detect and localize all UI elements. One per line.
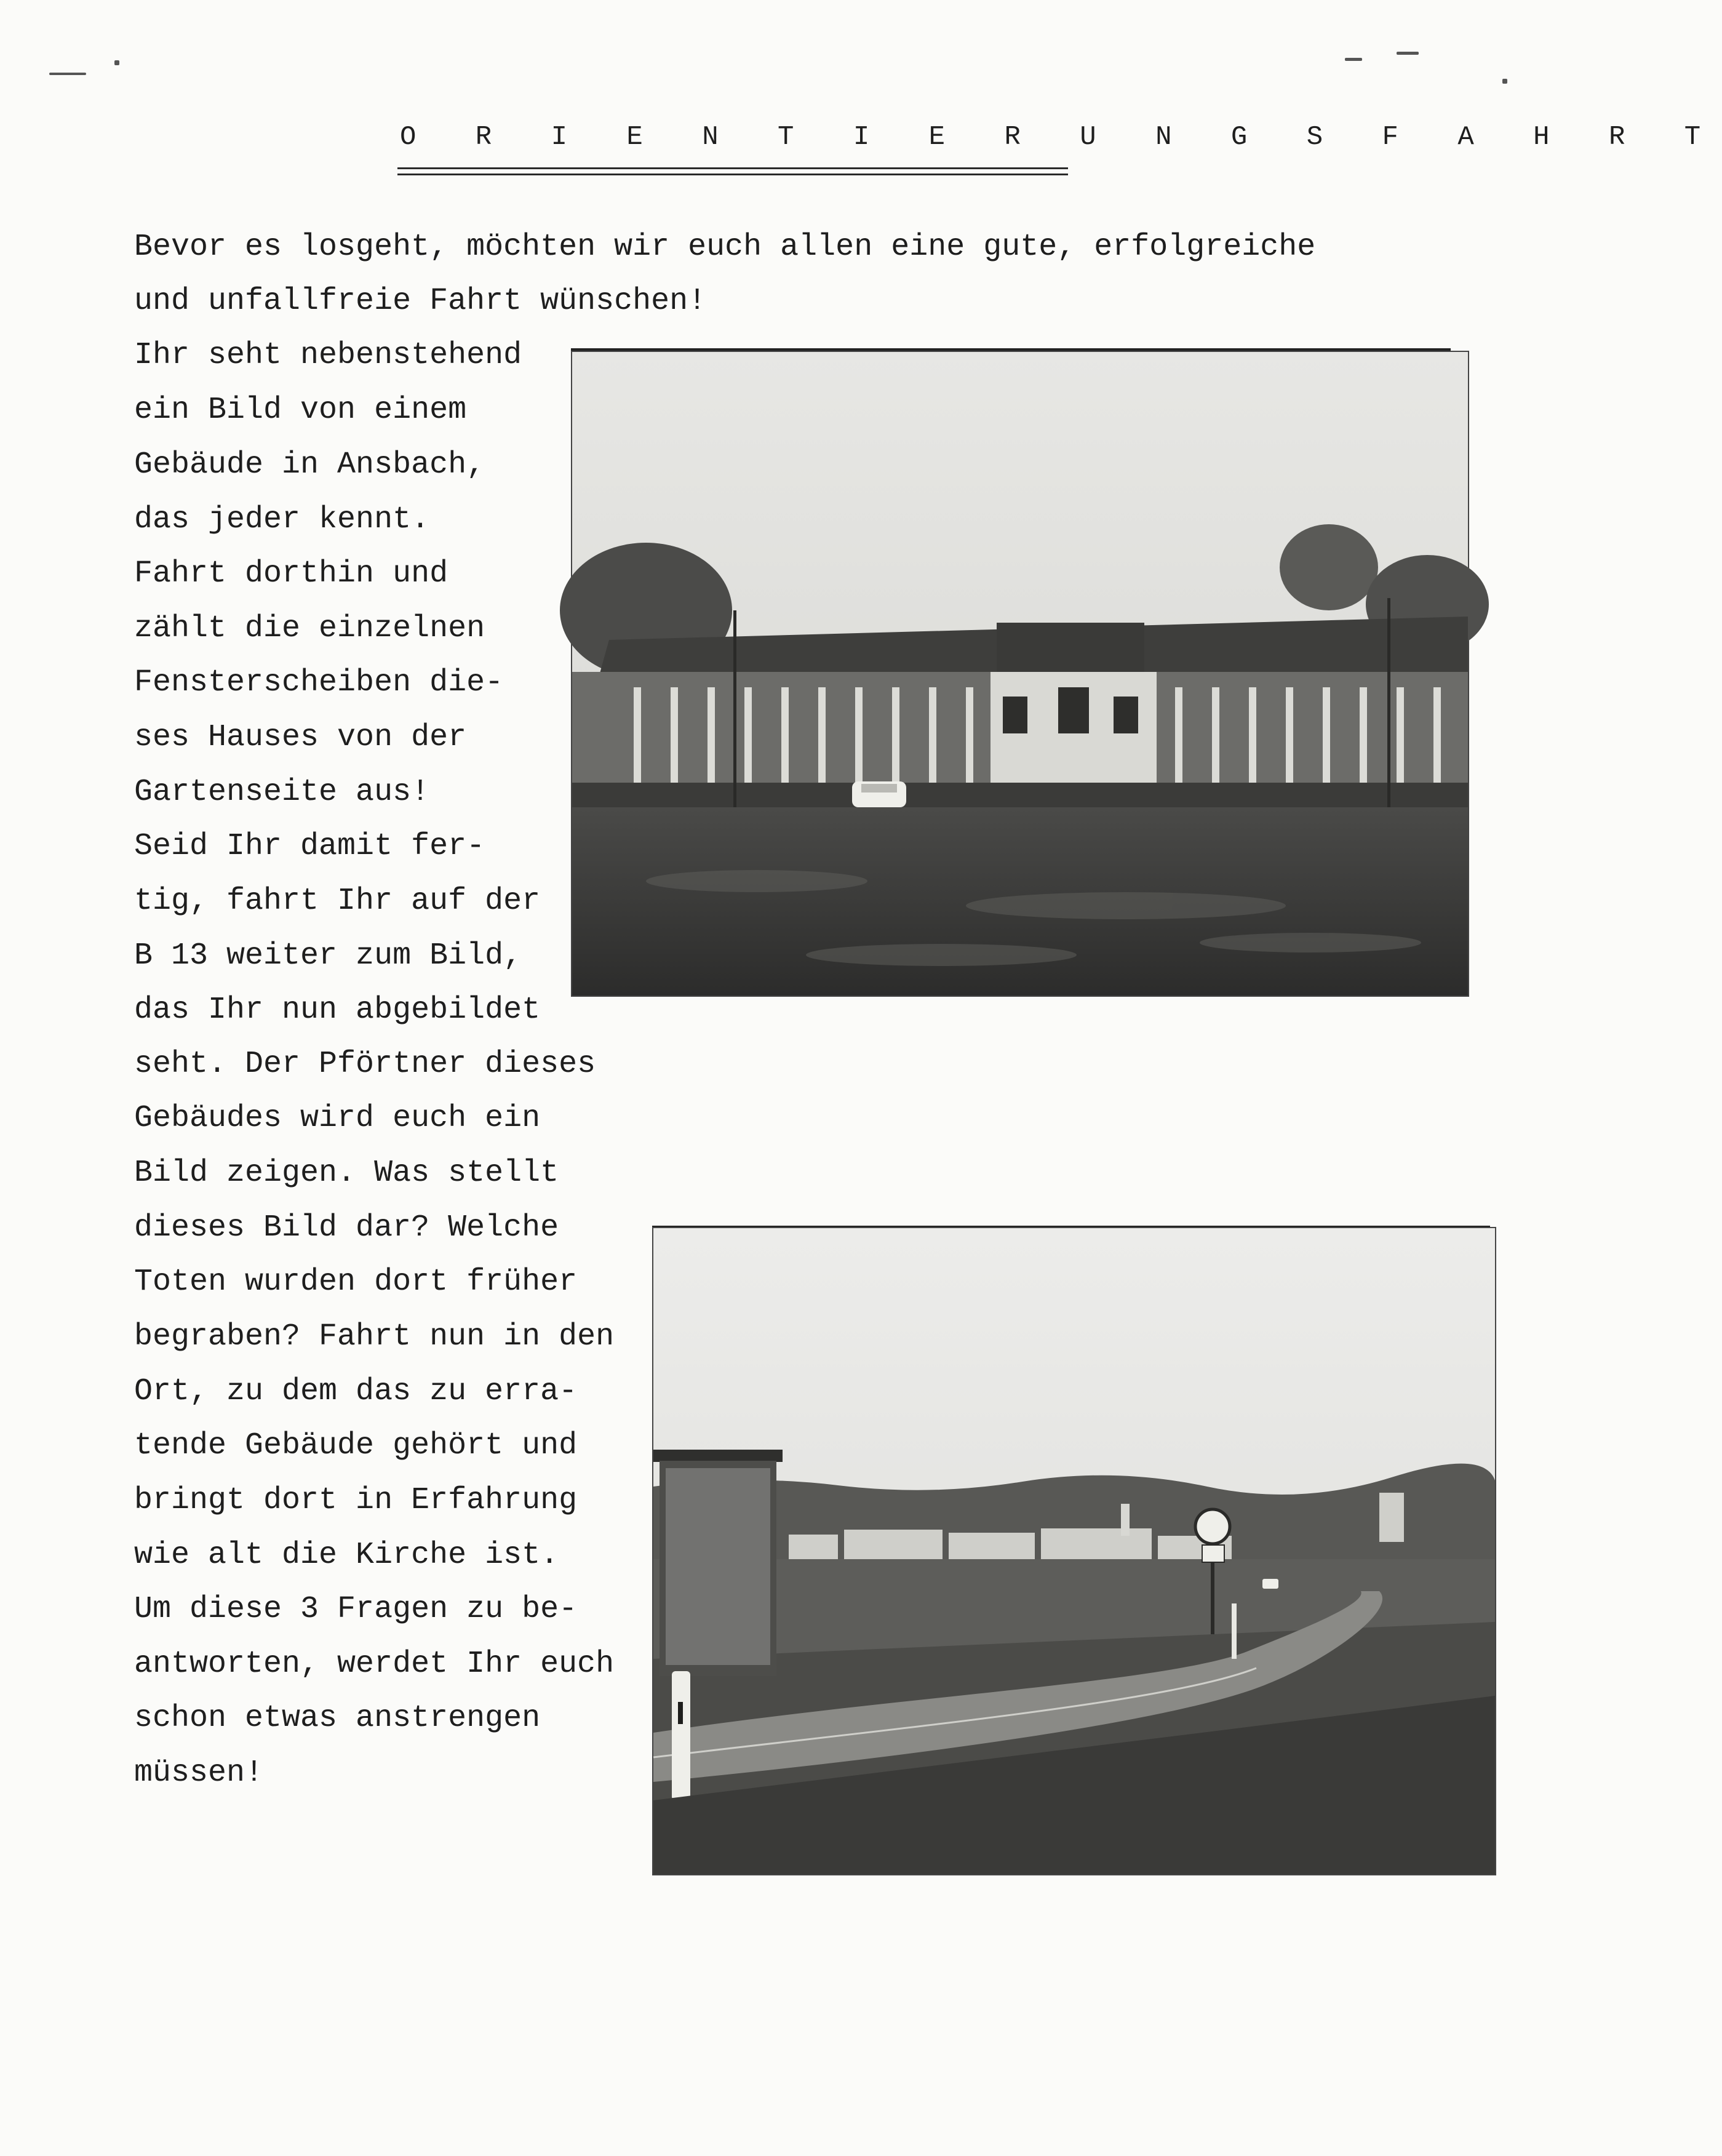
text-line: Toten wurden dort früher — [134, 1264, 578, 1300]
text-line: ein Bild von einem — [134, 393, 467, 428]
text-line: Um diese 3 Fragen zu be- — [134, 1592, 578, 1627]
text-line: tig, fahrt Ihr auf der — [134, 884, 541, 919]
text-line: ses Hauses von der — [134, 720, 467, 755]
building-photo-illustration — [572, 352, 1468, 996]
text-line: Seid Ihr damit fer- — [134, 829, 485, 864]
text-line: Fahrt dorthin und — [134, 556, 448, 591]
text-line: wie alt die Kirche ist. — [134, 1538, 559, 1573]
page-title: O R I E N T I E R U N G S F A H R T — [400, 122, 1722, 153]
text-line: Ort, zu dem das zu erra- — [134, 1374, 578, 1409]
photo-ansbach-building — [572, 352, 1468, 996]
text-line: tende Gebäude gehört und — [134, 1428, 578, 1463]
text-line: antworten, werdet Ihr euch — [134, 1647, 615, 1682]
text-line: und unfallfreie Fahrt wünschen! — [134, 284, 707, 319]
text-line: zählt die einzelnen — [134, 611, 485, 646]
text-line: Gartenseite aus! — [134, 775, 430, 810]
photo-top-edge — [571, 348, 1451, 351]
text-line: Bevor es losgeht, möchten wir euch allen eine gute, erfolgreiche — [134, 230, 1316, 265]
text-line: seht. Der Pförtner dieses — [134, 1047, 596, 1082]
scan-mark — [1502, 79, 1507, 84]
scan-mark — [49, 73, 86, 75]
text-line: schon etwas anstrengen — [134, 1701, 541, 1736]
text-line: B 13 weiter zum Bild, — [134, 938, 522, 973]
scan-mark — [114, 60, 119, 65]
text-line: müssen! — [134, 1755, 264, 1791]
text-line: das jeder kennt. — [134, 502, 430, 537]
text-line: Gebäudes wird euch ein — [134, 1101, 541, 1136]
road-photo-illustration — [653, 1228, 1495, 1874]
text-line: begraben? Fahrt nun in den — [134, 1319, 615, 1354]
photo-road-to-town — [653, 1228, 1495, 1874]
title-underline — [397, 167, 1068, 175]
text-line: Bild zeigen. Was stellt — [134, 1156, 559, 1191]
text-line: Gebäude in Ansbach, — [134, 447, 485, 482]
scan-mark — [1345, 58, 1362, 61]
scan-mark — [1397, 52, 1419, 55]
text-line: Ihr seht nebenstehend — [134, 338, 522, 373]
text-line: das Ihr nun abgebildet — [134, 992, 541, 1028]
text-line: dieses Bild dar? Welche — [134, 1210, 559, 1245]
text-line: bringt dort in Erfahrung — [134, 1483, 578, 1518]
text-line: Fensterscheiben die- — [134, 665, 504, 700]
